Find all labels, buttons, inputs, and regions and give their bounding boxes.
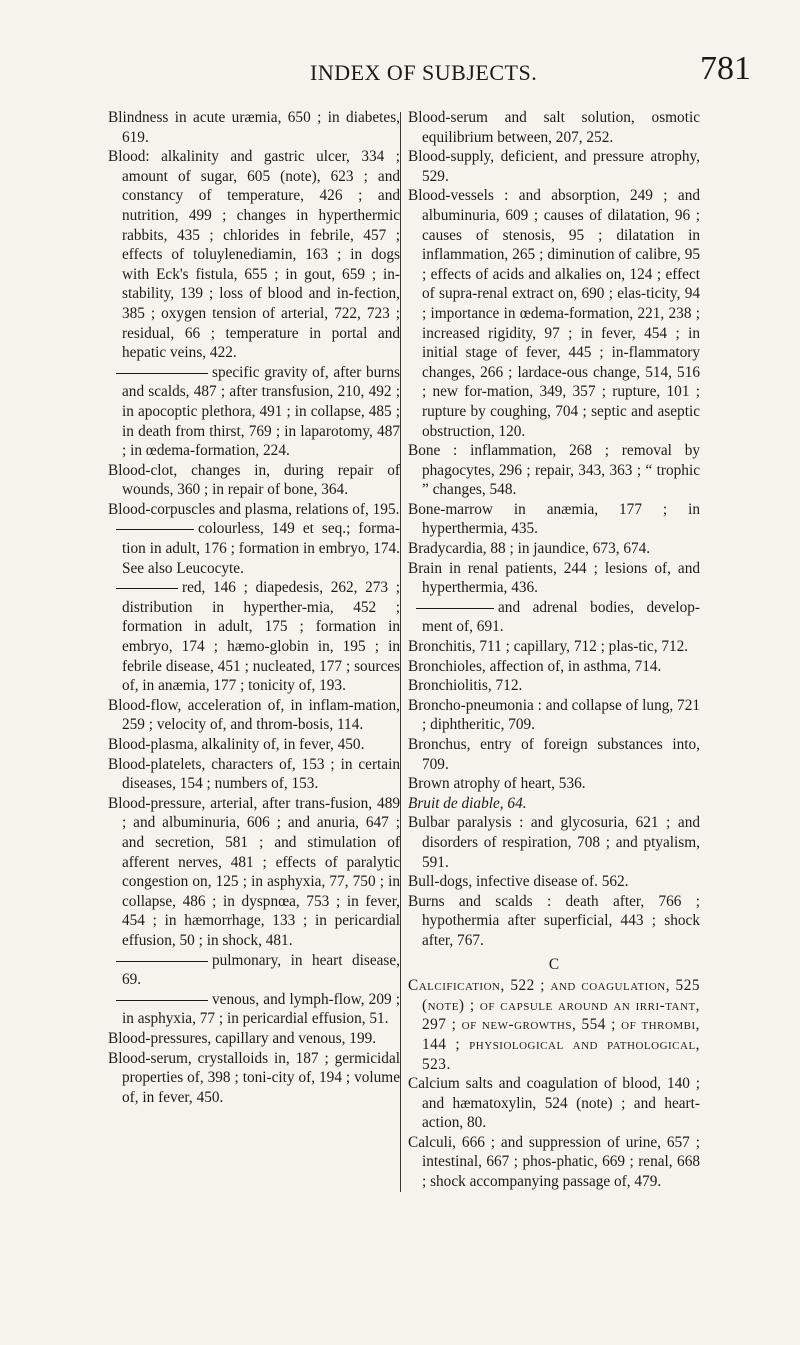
continuation-dash [116,1000,208,1001]
continuation-dash [116,373,208,374]
subentry-text: red, 146 ; diapedesis, 262, 273 ; distribution in hyperther-mia, 452 ; formation in adult, 175 ; formation in embryo, 174 ; hæmo-globin in, 195 ; in febrile disease, 451 ; nucleated, 177 ; sources of, in anæmia, 177 ; tonicity of, 193. [122,579,400,695]
index-entry: Bone : inflammation, 268 ; removal by phagocytes, 296 ; repair, 343, 363 ; “ trophic ” changes, 548. [408,442,700,499]
index-entry: Bull-dogs, infective disease of. 562. [408,873,629,891]
index-entry: Blood: alkalinity and gastric ulcer, 334 ; amount of sugar, 605 (note), 623 ; and constancy of temperature, 426 ; and nutrition, 499 ; changes in hyperthermic rabbits, 435 ; chlorides in febrile, 457 ; effects of toluylenediamin, 163 ; in dogs with Eck's fistula, 655 ; in gout, 659 ; in-stability, 139 ; loss of blood and in-fection, 385 ; oxygen tension of arterial, 722, 723 ; residual, 66 ; temperature in portal and hepatic veins, 422. [108,148,400,362]
index-entry: Bronchioles, affection of, in asthma, 714. [408,657,662,675]
continuation-dash [116,529,194,530]
subentry-text: specific gravity of, after burns and scalds, 487 ; after transfusion, 210, 492 ; in apocoptic plethora, 491 ; in collapse, 485 ; in death from thirst, 769 ; in laparotomy, 487 ; in œdema-formation, 224. [122,363,400,460]
index-entry: Bronchiolitis, 712. [408,677,523,695]
index-entry: Blood-supply, deficient, and pressure atrophy, 529. [408,148,700,185]
column-divider [400,112,401,1192]
index-entry: Calcification, 522 ; and coagulation, 525 (note) ; of capsule around an irri-tant, 297 ; of new-growths, 554 ; of thrombi, 144 ; physiological and pathological, 523. [408,977,700,1073]
index-entry: Blood-pressures, capillary and venous, 199. [108,1029,377,1047]
index-entry: Blood-flow, acceleration of, in inflam-mation, 259 ; velocity of, and throm-bosis, 114. [108,696,400,734]
index-entry: Blood-clot, changes in, during repair of wounds, 360 ; in repair of bone, 364. [108,461,400,499]
subentry-text: pulmonary, in heart disease, 69. [122,951,400,989]
index-entry: Blood-serum and salt solution, osmotic equilibrium between, 207, 252. [408,109,700,146]
section-letter-heading: C [548,955,560,973]
continuation-dash [116,588,178,589]
index-entry: Burns and scalds : death after, 766 ; hypothermia after superficial, 443 ; shock after, 767. [408,892,700,949]
index-entry: Bradycardia, 88 ; in jaundice, 673, 674. [408,540,651,558]
index-entry: Bulbar paralysis : and glycosuria, 621 ; and disorders of respiration, 708 ; and ptyalism, 591. [408,814,700,871]
subentry-text: colourless, 149 et seq.; forma-tion in adult, 176 ; formation in embryo, 174. See also Leucocyte. [122,520,400,577]
index-entry: Calculi, 666 ; and suppression of urine, 657 ; intestinal, 667 ; phos-phatic, 669 ; renal, 668 ; shock accompanying passage of, 479. [408,1133,700,1191]
index-subentry [108,363,400,461]
index-subentry [108,951,400,990]
subentry-text: and adrenal bodies, develop-ment of, 691. [422,598,700,636]
continuation-dash [416,608,494,609]
continuation-dash [116,961,208,962]
index-entry: Blood-platelets, characters of, 153 ; in certain diseases, 154 ; numbers of, 153. [108,755,400,793]
index-entry: Blood-corpuscles and plasma, relations of, 195. [108,500,400,518]
index-entry: Blood-plasma, alkalinity of, in fever, 450. [108,736,365,753]
index-entry: Blood-serum, crystalloids in, 187 ; germicidal properties of, 398 ; toni-city of, 194 ; volume of, in fever, 450. [108,1049,400,1106]
index-subentry [408,598,700,637]
index-entry: Bone-marrow in anæmia, 177 ; in hyperthermia, 435. [408,500,700,538]
index-entry-italic [408,794,700,814]
index-entry: Blood-vessels : and absorption, 249 ; and albuminuria, 609 ; causes of dilatation, 96 ; causes of stenosis, 95 ; dilatation in inflammation, 265 ; diminution of calibre, 95 ; effects of acids and alkalies on, 124 ; effect of supra-renal extract on, 690 ; elas-ticity, 94 ; importance in œdema-formation, 221, 238 ; increased rigidity, 97 ; in fever, 454 ; in initial stage of fever, 445 ; in-flammatory changes, 266 ; lardace-ous change, 514, 516 ; new for-mation, 349, 357 ; rupture, 101 ; rupture by coughing, 704 ; septic and aseptic obstruction, 120. [408,187,700,440]
left-column [108,108,400,1107]
page-number: 781 [700,50,751,87]
subentry-text: venous, and lymph-flow, 209 ; in asphyxia, 77 ; in pericardial effusion, 51. [122,990,400,1028]
index-subentry [108,578,400,696]
index-entry: Blood-pressure, arterial, after trans-fusion, 489 ; and albuminuria, 606 ; and anuria, 647 ; and secretion, 581 ; and stimulation of afferent nerves, 481 ; effects of paralytic congestion on, 125 ; in asphyxia, 77, 750 ; in collapse, 486 ; in dyspnœa, 753 ; in fever, 454 ; in hæmorrhage, 133 ; in pericardial effusion, 50 ; in shock, 481. [108,794,400,949]
italic-term: Bruit de diable, 64. [408,794,527,812]
index-entry: Bronchitis, 711 ; capillary, 712 ; plas-tic, 712. [408,638,689,656]
index-entry: Blindness in acute uræmia, 650 ; in diabetes, 619. [108,109,400,146]
index-subentry [108,519,400,578]
page-header [0,50,800,86]
running-head: INDEX OF SUBJECTS. [310,60,538,85]
index-entry: Brain in renal patients, 244 ; lesions of, and hyperthermia, 436. [408,559,700,597]
index-entry: Calcium salts and coagulation of blood, 140 ; and hæmatoxylin, 524 (note) ; and heart-action, 80. [408,1075,700,1132]
index-entry: Bronchus, entry of foreign substances into, 709. [408,736,700,773]
right-column [408,108,700,1192]
index-subentry [108,990,400,1029]
index-entry: Brown atrophy of heart, 536. [408,775,586,793]
index-entry: Broncho-pneumonia : and collapse of lung, 721 ; diphtheritic, 709. [408,696,700,734]
